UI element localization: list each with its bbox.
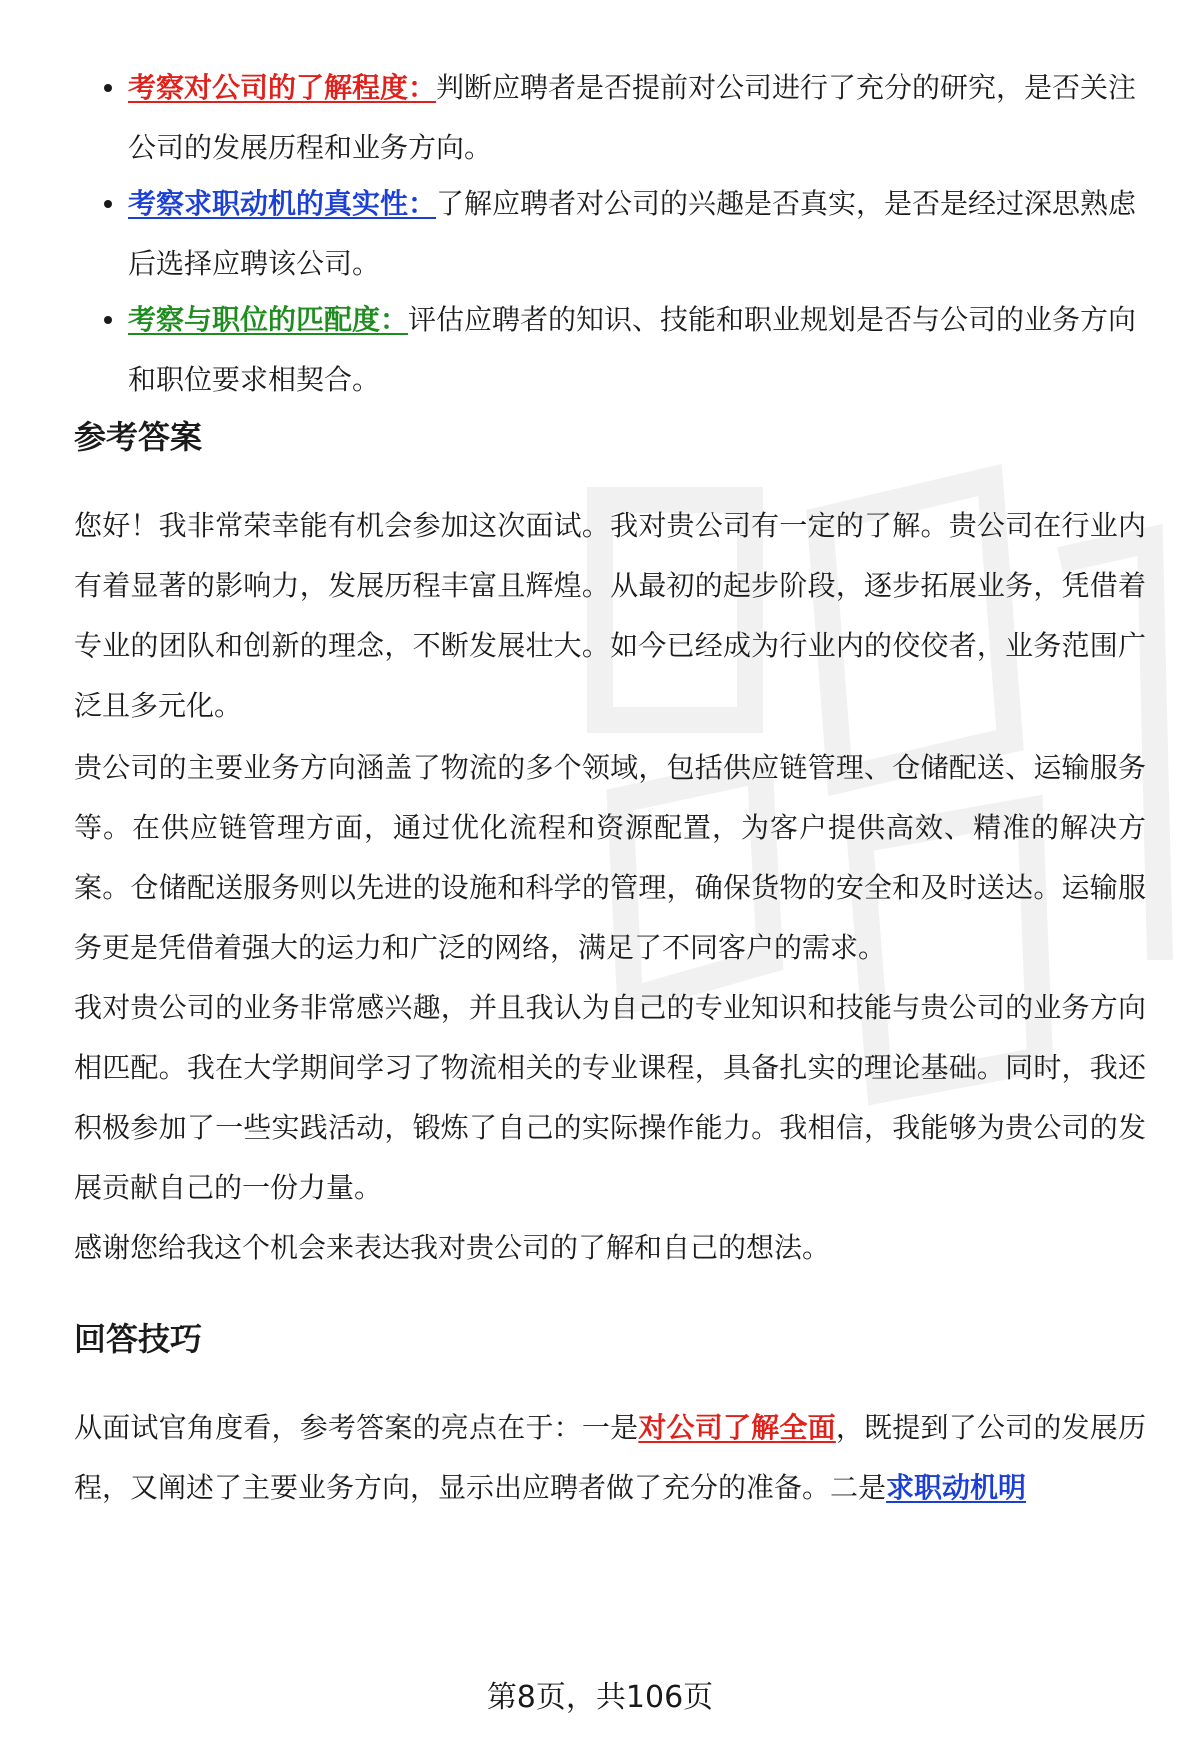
tips-keyword-2: 求职动机明	[886, 1471, 1027, 1504]
reference-paragraph-2: 贵公司的主要业务方向涵盖了物流的多个领域，包括供应链管理、仓储配送、运输服务等。在供应链管理方面，通过优化流程和资源配置，为客户提供高效、精准的解决方案。仓储配送服务则以先进的设施和科学的管理，确保货物的安全和及时送达。运输服务更是凭借着强大的运力和广泛的网络，满足了不同客户的需求。	[74, 751, 1146, 964]
bullet-item-1	[74, 58, 1144, 178]
tips-keyword-1: 对公司了解全面	[638, 1411, 836, 1444]
tips-text-a: 从面试官角度看，参考答案的亮点在于：一是	[74, 1411, 639, 1444]
bullet-keyword: 考察与职位的匹配度：	[128, 303, 409, 336]
tips-paragraph	[74, 1398, 1146, 1518]
bullet-keyword: 考察求职动机的真实性：	[128, 187, 437, 220]
reference-paragraph-1: 您好！我非常荣幸能有机会参加这次面试。我对贵公司有一定的了解。贵公司在行业内有着显著的影响力，发展历程丰富且辉煌。从最初的起步阶段，逐步拓展业务，凭借着专业的团队和创新的理念，不断发展壮大。如今已经成为行业内的佼佼者，业务范围广泛且多元化。	[74, 509, 1146, 722]
reference-paragraph-4: 感谢您给我这个机会来表达我对贵公司的了解和自己的想法。	[74, 1231, 831, 1264]
tips-text-b: ，既提到了公司的发展历程，又阐述了主要业务方向，显示出应聘者做了充分的准备。二是	[74, 1411, 1146, 1504]
answer-tips-heading: 回答技巧	[74, 1320, 203, 1358]
bullet-text: 评估应聘者的知识、技能和职业规划是否与公司的业务方向和职位要求相契合。	[128, 303, 1137, 396]
reference-answer-heading: 参考答案	[74, 418, 203, 456]
reference-paragraph-3: 我对贵公司的业务非常感兴趣，并且我认为自己的专业知识和技能与贵公司的业务方向相匹配。我在大学期间学习了物流相关的专业课程，具备扎实的理论基础。同时，我还积极参加了一些实践活动，锻炼了自己的实际操作能力。我相信，我能够为贵公司的发展贡献自己的一份力量。	[74, 991, 1146, 1204]
bullet-item-2	[74, 174, 1144, 294]
assessment-points	[74, 58, 1144, 410]
bullet-text: 判断应聘者是否提前对公司进行了充分的研究，是否关注公司的发展历程和业务方向。	[128, 71, 1137, 164]
page-number: 第8页，共106页	[486, 1680, 714, 1715]
bullet-text: 了解应聘者对公司的兴趣是否真实，是否是经过深思熟虑后选择应聘该公司。	[128, 187, 1137, 280]
bullet-item-3	[74, 290, 1144, 410]
bullet-keyword: 考察对公司的了解程度：	[128, 71, 437, 104]
